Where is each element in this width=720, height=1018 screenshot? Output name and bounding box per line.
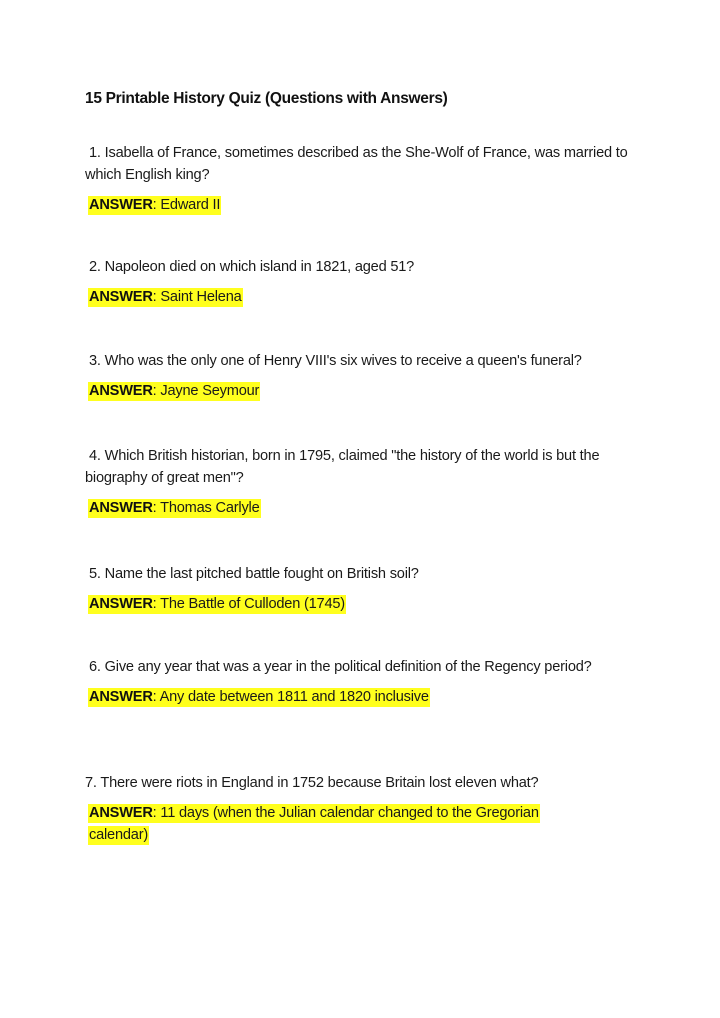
- answer-highlight: [88, 595, 346, 614]
- answer-label: ANSWER: [89, 689, 153, 705]
- answer-label: ANSWER: [89, 289, 153, 305]
- answer-text: 11 days (when the Julian calendar changed to the Gregorian calendar): [89, 805, 539, 843]
- answer-separator: :: [152, 500, 161, 516]
- answer-separator: :: [152, 805, 161, 821]
- quiz-item-1: [85, 142, 645, 216]
- answer-separator: :: [152, 596, 161, 612]
- answer-text: The Battle of Culloden (1745): [160, 596, 345, 612]
- answer-label: ANSWER: [89, 596, 153, 612]
- quiz-item-4: [85, 445, 645, 519]
- quiz-item-7: [85, 772, 645, 846]
- quiz-item-6: [85, 656, 645, 708]
- quiz-item-5: [85, 563, 645, 615]
- answer-text: Jayne Seymour: [160, 383, 260, 399]
- answer-line: [85, 497, 645, 519]
- quiz-item-3: [85, 350, 645, 402]
- question-text: 1. Isabella of France, sometimes described as the She-Wolf of France, was married to which English king?: [85, 145, 628, 183]
- question-text: 3. Who was the only one of Henry VIII's six wives to receive a queen's funeral?: [89, 353, 582, 369]
- answer-label: ANSWER: [89, 805, 153, 821]
- question-text: 2. Napoleon died on which island in 1821, aged 51?: [89, 259, 415, 275]
- answer-separator: :: [152, 197, 161, 213]
- answer-label: ANSWER: [89, 383, 153, 399]
- answer-line: [85, 380, 645, 402]
- answer-line: [85, 686, 645, 708]
- answer-label: ANSWER: [89, 500, 153, 516]
- answer-highlight: [88, 196, 221, 215]
- answer-label: ANSWER: [89, 197, 153, 213]
- answer-line: [85, 802, 583, 846]
- answer-separator: :: [152, 383, 161, 399]
- question-text: 6. Give any year that was a year in the political definition of the Regency period?: [89, 659, 592, 675]
- answer-line: [85, 286, 645, 308]
- answer-highlight: [88, 688, 430, 707]
- answer-text: Any date between 1811 and 1820 inclusive: [159, 689, 429, 705]
- answer-highlight: [88, 499, 261, 518]
- answer-separator: :: [152, 289, 161, 305]
- answer-separator: :: [152, 689, 160, 705]
- answer-line: [85, 194, 645, 216]
- answer-highlight: [88, 804, 540, 845]
- question-text: 5. Name the last pitched battle fought on British soil?: [89, 566, 419, 582]
- quiz-item-2: [85, 256, 645, 308]
- question-text: 4. Which British historian, born in 1795, claimed "the history of the world is but the biography of great men"?: [85, 448, 600, 486]
- answer-highlight: [88, 382, 260, 401]
- answer-text: Edward II: [160, 197, 221, 213]
- answer-highlight: [88, 288, 243, 307]
- document-title: 15 Printable History Quiz (Questions with Answers): [85, 90, 448, 107]
- answer-text: Saint Helena: [160, 289, 242, 305]
- answer-text: Thomas Carlyle: [160, 500, 260, 516]
- question-text: 7. There were riots in England in 1752 because Britain lost eleven what?: [85, 775, 539, 791]
- answer-line: [85, 593, 645, 615]
